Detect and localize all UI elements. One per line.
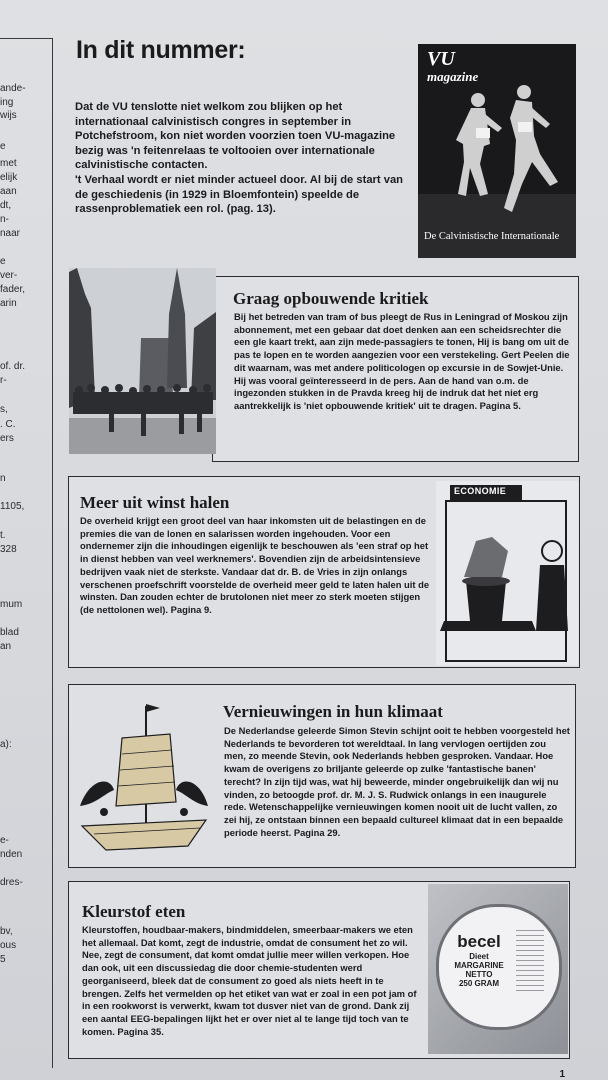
margin-fragment: r-	[0, 375, 7, 386]
margin-fragment: . C.	[0, 419, 16, 430]
economie-cartoon	[436, 481, 578, 665]
margin-fragment: met	[0, 158, 17, 169]
article-title: Vernieuwingen in hun klimaat	[223, 702, 443, 721]
margin-fragment: mum	[0, 599, 23, 610]
margin-fragment: arin	[0, 298, 17, 309]
margin-fragment: e	[0, 256, 6, 267]
margin-fragment: of. dr.	[0, 361, 26, 372]
margin-fragment: ers	[0, 433, 14, 444]
cartoon-label: ECONOMIE	[454, 486, 507, 496]
column-rule-top	[0, 38, 53, 39]
cover-logo	[427, 50, 478, 86]
margin-fragment: dres-	[0, 877, 23, 888]
margin-fragment: 5	[0, 954, 6, 965]
margin-fragment: aan	[0, 186, 17, 197]
intro-paragraph: 't Verhaal wordt er niet minder actueel door. Al bij de start van de geschiedenis (in 1929 in Bloemfontein) speelde de rassenproblematiek een rol. (pag. 13).	[75, 173, 404, 216]
cover-logo-magazine: magazine	[427, 69, 479, 84]
becel-line1: Dieet	[469, 952, 489, 961]
intro-text	[75, 100, 405, 217]
becel-line2: MARGARINE	[454, 961, 504, 970]
margin-fragment: e-	[0, 835, 9, 846]
margin-fragment: 1105,	[0, 501, 25, 512]
margin-fragment: 328	[0, 544, 17, 555]
becel-line3: NETTO	[465, 970, 493, 979]
intro-paragraph: Dat de VU tenslotte niet welkom zou blijken op het internationaal calvinistisch congres in september in Potchefstroom, kon niet worden voorzien toen VU-magazine bezig was 'n feitenrelaas te voltooien over internationale calvinistische contacten.	[75, 101, 396, 172]
article-body: Kleurstoffen, houdbaar-makers, bindmiddelen, smeerbaar-makers we eten het allemaal. Dat komt, zegt de industrie, omdat de consument het zo wil. Nee, zegt de consument, dat komt omdat jullie meer willen verkopen. Hoe dan ook, uit een discussiedag die door chemie-studenten werd georganiseerd, bleek dat de consument zo goed als niets heeft in te brengen. Zelfs het vermelden op het etiket van wat er zoal in een pot jam of in een rookworst is verwerkt, kwam tot dusver niet van de grond. Dank zij een aantal EEG-bepalingen lijkt het er over niet al te lange tijd toch van te komen. Pagina 35.	[82, 924, 417, 1037]
margin-fragment: ver-	[0, 270, 18, 281]
margin-fragment: ande-	[0, 83, 26, 94]
margin-fragment: a):	[0, 739, 12, 750]
margin-fragment: t.	[0, 530, 6, 541]
margin-fragment: n-	[0, 214, 9, 225]
margin-fragment: an	[0, 641, 12, 652]
article-title: Graag opbouwende kritiek	[233, 289, 429, 308]
margin-fragment: bv,	[0, 926, 13, 937]
article-body: De Nederlandse geleerde Simon Stevin schijnt ooit te hebben voorgesteld het Nederlands te bevorderen tot wereldtaal. In lang vervlogen oertijden zou men, zo meende Stevin, ook Nederlands hebben gesproken. Vandaar. Hoe kwam de overigens zo briljante geleerde op zulke 'fantastische banen' terecht? In zijn tijd was, wat hij beweerde, minder ongebruikelijk dan wij nu vinden, zo betoogde prof. dr. M. J. S. Rudwick onlangs in een inaugurele rede. Wetenschappelijke vernieuwingen komen nooit uit de lucht vallen, zo zei hij, ze ontstaan binnen een bepaald cultureel klimaat dat in een bepaalde periode heerst. Pagina 29.	[224, 725, 570, 838]
ship-illustration	[76, 694, 212, 860]
margin-fragment: s,	[0, 404, 8, 415]
margin-fragment: e	[0, 141, 6, 152]
margin-fragment: n	[0, 473, 6, 484]
margin-fragment: wijs	[0, 110, 17, 121]
margin-fragment: fader,	[0, 284, 26, 295]
margin-fragment: naar	[0, 228, 21, 239]
margin-fragment: ous	[0, 940, 17, 951]
article-title: Meer uit winst halen	[80, 493, 230, 512]
article-body: Bij het betreden van tram of bus pleegt de Rus in Leningrad of Moskou zijn abonnement, met een gebaar dat doet denken aan een scheidsrechter die een gle kaart trekt, aan zijn mede-passagiers te tonen, Hij is bang om uit de pas te lopen en te worden aangezien voor een verstekeling. Gert Peelen die dit waarnam, was met andere politicologen op excursie in de Sowjet-Unie. Hij was vooral geïnteresseerd in de pers. Aan de hand van o.m. de ingezonden stukken in de Pravda kreeg hij de indruk dat het niet erg aantrekkelijk is 'niet opbouwende kritiek' uit te dragen. Pagina 5.	[234, 311, 570, 411]
becel-photo	[428, 884, 568, 1054]
becel-line4: 250 GRAM	[458, 979, 499, 988]
label-fine-print	[516, 930, 544, 994]
margin-fragment: blad	[0, 627, 19, 638]
page-number: 1	[559, 1069, 565, 1080]
margin-fragment: ing	[0, 97, 14, 108]
left-margin-column	[0, 0, 52, 1080]
page-title: In dit nummer:	[76, 36, 246, 64]
cover-caption: De Calvinistische Internationale	[424, 231, 560, 242]
becel-brand: becel	[457, 932, 501, 951]
margin-fragment: elijk	[0, 172, 18, 183]
street-photo	[69, 268, 216, 454]
article-body: De overheid krijgt een groot deel van haar inkomsten uit de belastingen en de premies die van de lonen en salarissen worden ingehouden. Voor een ondernemer zijn die inhoudingen eigenlijk te beschouwen als 'een straf op het in dienst hebben van veel werknemers'. Bovendien zijn de arbeidsintensieve bedrijven vaak niet de sterkste. Vandaar dat dr. B. de Vries in zijn onlangs verschenen proefschrift voorstelde de overheid meer geld te laten halen uit de winsten. Dan zouden echter de brutolonen niet meer zo sterk moeten stijgen (de nettolonen wel). Pagina 9.	[80, 515, 430, 615]
margin-fragment: dt,	[0, 200, 12, 211]
cover-logo-vu: VU	[427, 48, 455, 70]
becel-label	[444, 932, 514, 988]
magazine-cover-thumbnail	[418, 44, 576, 258]
article-title: Kleurstof eten	[82, 902, 186, 921]
margin-fragment: nden	[0, 849, 23, 860]
column-rule	[52, 38, 53, 1068]
